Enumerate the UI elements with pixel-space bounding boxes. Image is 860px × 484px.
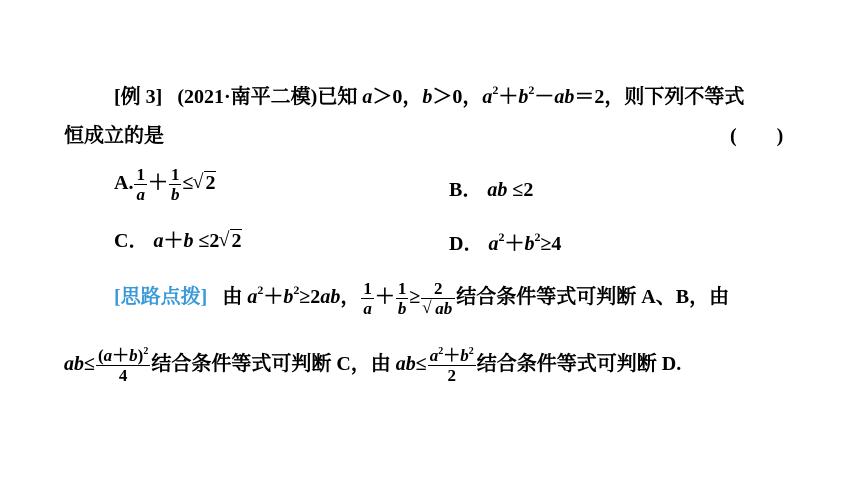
fraction-2-over-sqrt-ab: 2 √ ab [421,280,455,317]
condition-b: b＞0 [422,86,463,108]
sqrt-2: √ 2 [219,231,242,251]
sqrt-2: √ 2 [193,173,216,193]
example-stem-line1: [例 3] (2021·南平二模)已知 a＞0，b＞0，$a^2+b^2-ab=2$，则下列不等式 [114,83,745,108]
example-source: (2021·南平二模) [177,86,318,108]
hint-label: [思路点拨] [114,286,208,309]
example-stem-line2: 恒成立的是 [64,125,164,147]
condition-equation: $a^2+b^2-ab=2$ [482,83,605,108]
fraction-1-over-b: $\frac{1}{b}$ [397,279,407,318]
example-label: [例 3] [114,86,163,108]
fraction-1-over-a: $\frac{1}{a}$ [363,279,372,318]
hint-line2: ab≤ $\frac{(a+b)^2}{4}$ 结合条件等式可判断 C，由 ab≤ $\frac{a^2+b^2}{2}$ 结合条件等式可判断 D. [64,346,682,385]
stem-cond: ，则下列不等式 [604,86,745,108]
condition-a: a＞0 [362,86,403,108]
option-c[interactable]: C． a＋b ≤2√ 2 [114,231,242,251]
fraction-1-over-a: $\frac{1}{a}$ [136,165,145,204]
answer-parenthesis: ( ) [730,125,784,147]
hint-line1: [思路点拨] 由 $a^2+b^2\ge 2ab$， $\frac{1}{a}$ ＋ $\frac{1}{b}$ ≥ 2 √ ab 结合条件等式可判断 A、B，由 [114,280,729,317]
fraction-a-plus-b-squared-over-4: $\frac{(a+b)^2}{4}$ [97,346,149,385]
stem-intro: 已知 [317,86,358,108]
fraction-a2-plus-b2-over-2: $\frac{a^2+b^2}{2}$ [429,346,474,385]
option-a[interactable]: A. $\frac{1}{a}$ ＋ $\frac{1}{b}$ ≤√ 2 [114,166,216,203]
option-b[interactable]: B． ab ≤2 [449,179,534,201]
option-d[interactable]: D． $a^2+b^2\ge 4$ [449,230,562,255]
fraction-1-over-b: $\frac{1}{b}$ [170,165,180,204]
